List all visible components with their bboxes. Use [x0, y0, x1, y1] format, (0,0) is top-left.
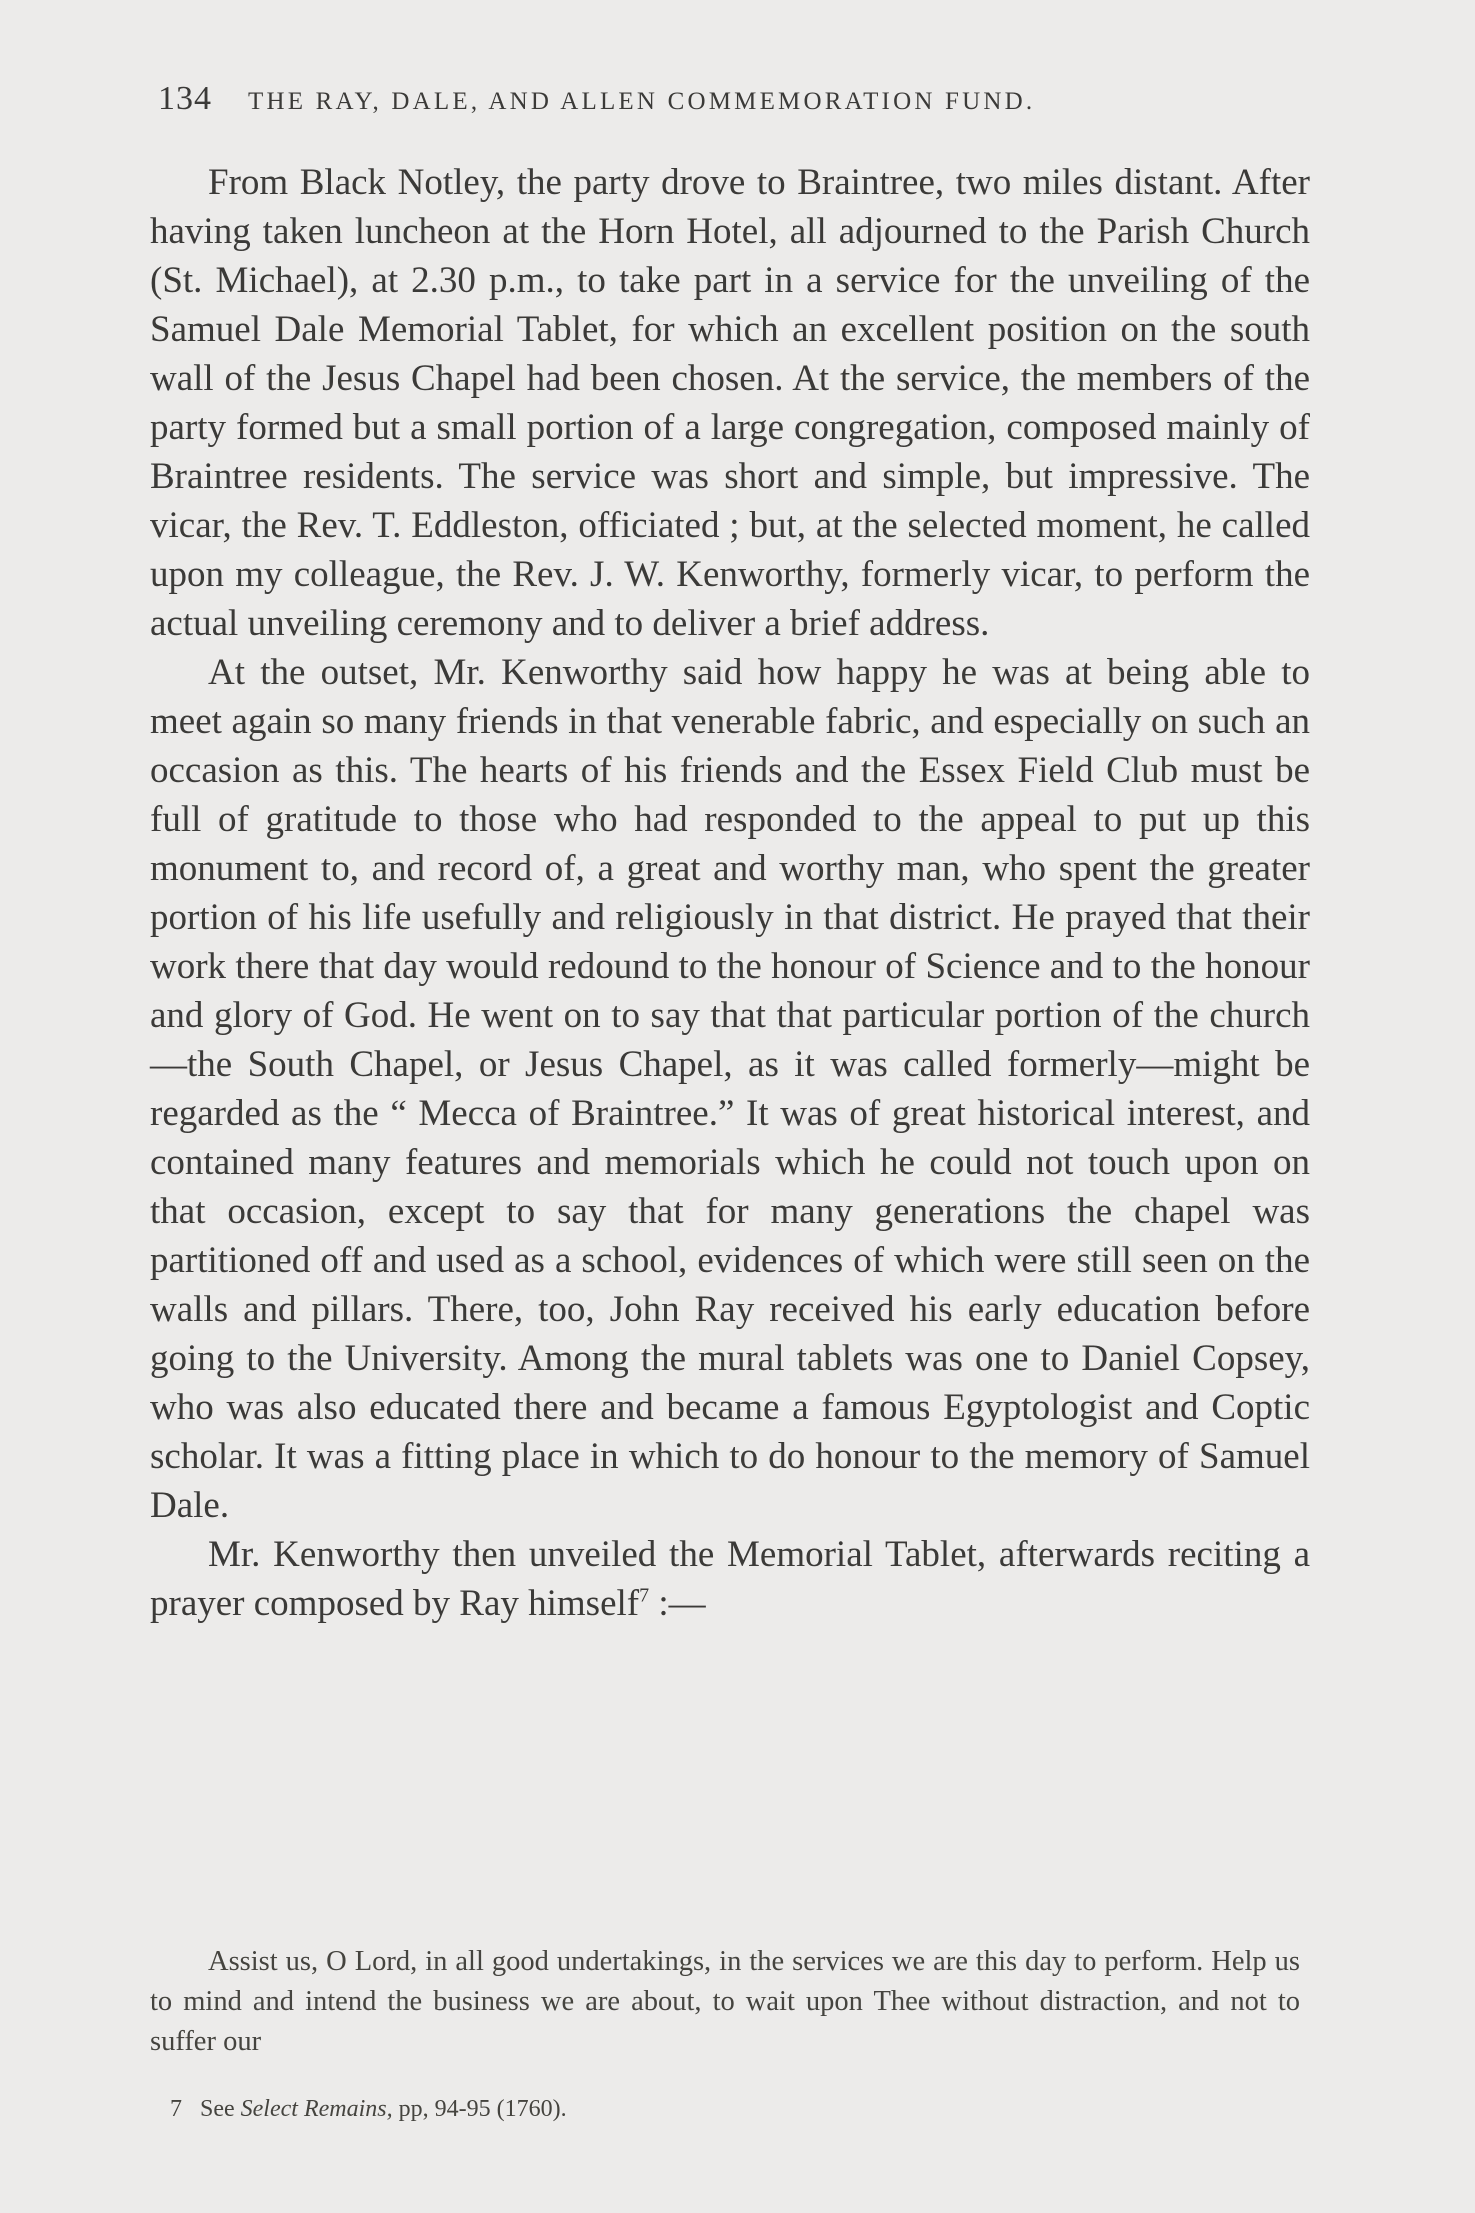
- page-number: 134: [158, 80, 212, 117]
- footnote-marker: 7: [170, 2096, 182, 2122]
- paragraph-text: Mr. Kenworthy then unveiled the Memorial Tablet, afterwards reciting a prayer composed by Ray himself: [150, 1534, 1310, 1624]
- footnote-reference[interactable]: 7: [639, 1584, 650, 1607]
- running-title: THE RAY, DALE, AND ALLEN COMMEMORATION FUND.: [248, 88, 1036, 115]
- footnote-prefix: See: [200, 2096, 241, 2122]
- paragraph: At the outset, Mr. Kenworthy said how happy he was at being able to meet again so many friends in that venerable fabric, and especially on such an occasion as this. The hearts of his friends and the Essex Field Club must be full of gratitude to those who had responded to the appeal to put up this monument to, and record of, a great and worthy man, who spent the greater portion of his life usefully and religiously in that district. He prayed that their work there that day would redound to the honour of Science and to the honour and glory of God. He went on to say that that particular portion of the church—the South Chapel, or Jesus Chapel, as it was called formerly—might be regarded as the “ Mecca of Braintree.” It was of great historical interest, and contained many features and memorials which he could not touch upon on that occasion, except to say that for many generations the chapel was partitioned off and used as a school, evidences of which were still seen on the walls and pillars. There, too, John Ray received his early education before going to the University. Among the mural tablets was one to Daniel Copsey, who was also educated there and became a famous Egyptologist and Coptic scholar. It was a fitting place in which to do honour to the memory of Samuel Dale.: [150, 652, 1310, 1526]
- prayer-quote: [150, 1942, 1300, 2062]
- quote-text: Assist us, O Lord, in all good undertakings, in the services we are this day to perform. Help us to mind and intend the business we are about, to wait upon Thee without distraction, and not to suffer our: [150, 1946, 1300, 2057]
- footnote-suffix: pp, 94-95 (1760).: [392, 2096, 567, 2122]
- paragraph: [150, 1530, 1310, 1628]
- body-text: [150, 158, 1310, 1628]
- footnote-work-title: Select Remains,: [240, 2096, 393, 2122]
- paragraph-text-end: :—: [649, 1583, 706, 1624]
- paragraph: From Black Notley, the party drove to Braintree, two miles distant. After having taken luncheon at the Horn Hotel, all adjourned to the Parish Church (St. Michael), at 2.30 p.m., to take part in a service for the unveiling of the Samuel Dale Memorial Tablet, for which an excellent position on the south wall of the Jesus Chapel had been chosen. At the service, the members of the party formed but a small portion of a large congregation, composed mainly of Braintree residents. The service was short and simple, but impressive. The vicar, the Rev. T. Eddleston, officiated ; but, at the selected moment, he called upon my colleague, the Rev. J. W. Kenworthy, formerly vicar, to perform the actual unveiling ceremony and to deliver a brief address.: [150, 162, 1310, 644]
- footnote: [170, 2092, 1270, 2126]
- running-head: [158, 80, 1308, 130]
